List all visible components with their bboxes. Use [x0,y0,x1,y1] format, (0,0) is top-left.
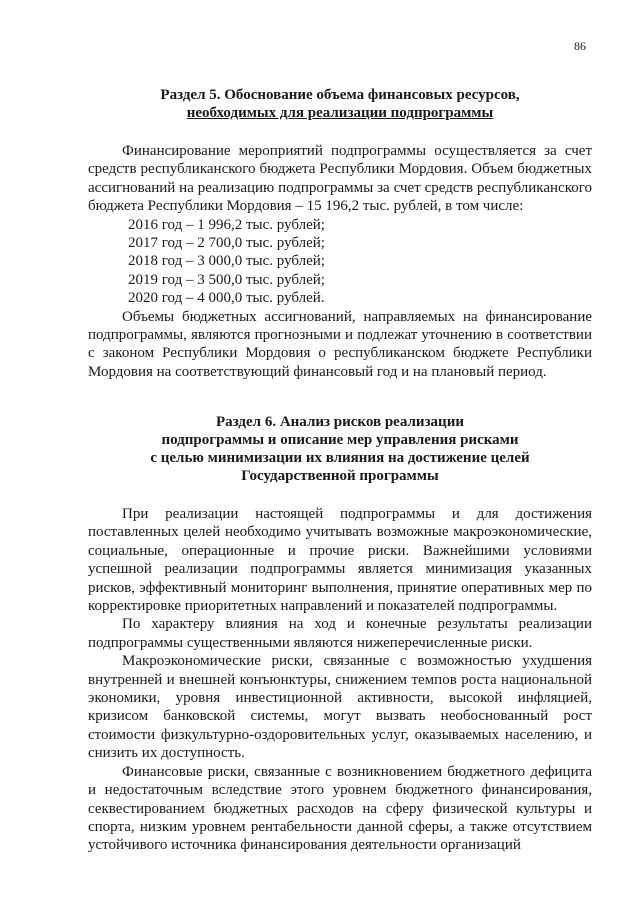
section-6-paragraph-4: Финансовые риски, связанные с возникновением бюджетного дефицита и недостаточным вследствие этого уровнем бюджетного финансирования, секвестированием бюджетных расходов на сферу физической культуры и спорта, низким уровнем рентабельности данной сферы, а также отсутствием устойчивого источника финансирования деятельности организаций [88,763,592,854]
section-6-heading-line-4: Государственной программы [241,468,439,484]
section-6-heading [88,413,592,485]
section-5-paragraph-2: Объемы бюджетных ассигнований, направляемых на финансирование подпрограммы, являются прогнозными и подлежат уточнению в соответствии с законом Республики Мордовия о республиканском бюджете Республики Мордовия на соответствующий финансовый год и на плановый период. [88,308,592,380]
section-6-paragraph-3: Макроэкономические риски, связанные с возможностью ухудшения внутренней и внешней конъюнктуры, снижением темпов роста национальной экономики, уровня инвестиционной активности, высокой инфляцией, кризисом банковской системы, могут вызвать необоснованный рост стоимости физкультурно-оздоровительных услуг, оказываемых населению, и снизить их доступность. [88,653,592,762]
funding-year-2020: 2020 год – 4 000,0 тыс. рублей. [128,290,325,307]
funding-year-2018: 2018 год – 3 000,0 тыс. рублей; [128,253,325,270]
funding-by-year-list [88,216,592,308]
section-6-heading-line-1: Раздел 6. Анализ рисков реализации [216,414,464,430]
section-5-heading-line-2: необходимых для реализации подпрограммы [186,105,494,121]
funding-year-2019: 2019 год – 3 500,0 тыс. рублей; [128,271,325,288]
section-6 [88,413,592,855]
section-6-paragraph-2: По характеру влияния на ход и конечные результаты реализации подпрограммы существенными являются нижеперечисленные риски. [88,616,592,651]
section-6-paragraph-1: При реализации настоящей подпрограммы и для достижения поставленных целей необходимо учитывать возможные макроэкономические, социальные, операционные и прочие риски. Важнейшими условиями успешной реализации подпрограммы является минимизация указанных рисков, эффективный мониторинг выполнения, принятие оперативных мер по корректировке приоритетных направлений и показателей подпрограммы. [88,506,592,615]
section-5-heading [88,86,592,122]
section-5-paragraph-1: Финансирование мероприятий подпрограммы осуществляется за счет средств республиканского бюджета Республики Мордовия. Объем бюджетных ассигнований на реализацию подпрограммы за счет средств республиканского бюджета Республики Мордовия – 15 196,2 тыс. рублей, в том числе: [88,143,592,215]
section-5-heading-line-1: Раздел 5. Обоснование объема финансовых ресурсов, [160,87,520,103]
funding-year-2016: 2016 год – 1 996,2 тыс. рублей; [128,216,325,233]
funding-year-2017: 2017 год – 2 700,0 тыс. рублей; [128,235,325,252]
page-number: 86 [574,39,586,53]
section-6-heading-line-3: с целью минимизации их влияния на достижение целей [150,450,530,466]
section-5 [88,86,592,381]
section-6-heading-line-2: подпрограммы и описание мер управления рисками [161,432,519,448]
